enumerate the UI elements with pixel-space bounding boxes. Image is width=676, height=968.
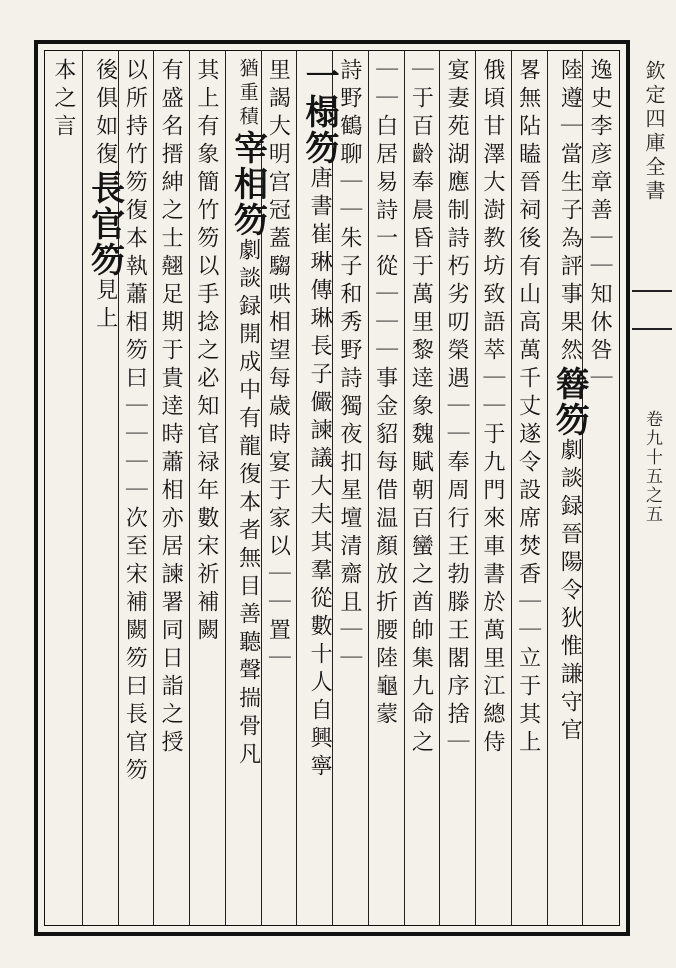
column-text: 陸遵｜當生子為評事果然 — [557, 58, 583, 366]
entry-heading: 宰相笏 — [227, 130, 268, 238]
column-rule — [547, 51, 548, 925]
text-column — [587, 58, 613, 394]
entry-heading: 長官笏 — [84, 170, 125, 278]
column-text: 俄頃甘澤大澍教坊致語萃｜｜于九門來車書於萬里江總侍 — [479, 58, 505, 758]
column-text: 本之言 — [50, 58, 76, 142]
text-column — [481, 58, 503, 758]
column-text: ｜于百齡奉晨昏于萬里黎逹象魏賦朝百蠻之酋帥集九命之 — [408, 58, 434, 758]
column-text: 畧無阽瞌晉祠後有山高萬千丈遂令設席焚香｜｜立于其上 — [515, 58, 541, 758]
text-column — [338, 58, 360, 674]
text-column — [444, 58, 470, 758]
text-column — [227, 58, 268, 770]
text-column — [158, 58, 184, 758]
column-text: 後俱如復 — [92, 58, 118, 170]
text-column — [265, 58, 291, 674]
column-rule — [225, 51, 226, 925]
text-column — [517, 58, 539, 758]
text-column — [299, 58, 340, 782]
column-text: 劇談録晉陽令狄惟謙守官 — [557, 438, 583, 746]
column-text: 里謁大明宫冠蓋騶哄相望每歳時宴于家以｜｜置｜ — [265, 58, 291, 674]
margin-chapter-number: 卷九十五之五 — [642, 410, 662, 524]
column-text: 以所持竹笏復本執蕭相笏曰｜｜｜｜次至宋補闕笏曰長官笏 — [122, 58, 148, 786]
entry-heading: 一榻笏 — [299, 58, 340, 166]
column-rule — [404, 51, 405, 925]
column-rule — [475, 51, 476, 925]
text-column — [549, 58, 590, 746]
column-rule — [82, 51, 83, 925]
text-column — [52, 58, 74, 142]
column-text: ｜｜白居易詩一從｜｜｜事金貂每借温顏放折腰陸龜蒙 — [372, 58, 398, 730]
column-text: 猶重積 — [236, 58, 259, 130]
column-text: 詩野鶴聊｜｜朱子和秀野詩獨夜扣星壇清齋且｜｜ — [336, 58, 362, 674]
text-column — [84, 58, 125, 334]
text-column — [408, 58, 434, 758]
column-text: 有象簡竹笏以手捻之必知官禄年數宋祈補闕 — [193, 114, 219, 646]
margin-book-title: 欽定四庫全書 — [642, 60, 666, 204]
column-text: 其上 — [193, 58, 219, 114]
column-text: 逸史李彦章善｜｜知休咎｜ — [587, 58, 613, 394]
text-column — [195, 58, 217, 646]
column-text: 唐書崔琳傳琳長子儼諫議大夫其羣從數十人自興寧 — [307, 166, 333, 782]
fishtail-mark — [632, 290, 672, 330]
column-text: 劇談録開成中有龍復本者無目善聽聲揣骨凡 — [235, 238, 261, 770]
column-text: 宴妻苑湖應制詩朽劣叨榮遇｜｜奉周行王勃滕王閣序捨｜ — [444, 58, 470, 758]
column-rule — [439, 51, 440, 925]
column-rule — [153, 51, 154, 925]
text-column — [374, 58, 396, 730]
column-rule — [296, 51, 297, 925]
column-rule — [511, 51, 512, 925]
column-rule — [189, 51, 190, 925]
column-text: 見上 — [92, 278, 118, 334]
entry-heading: 簮笏 — [549, 366, 590, 438]
text-column — [122, 58, 148, 786]
column-text: 有盛名搢紳之士翹足期于貴逹時蕭相亦居諫署同日詣之授 — [158, 58, 184, 758]
column-rule — [368, 51, 369, 925]
